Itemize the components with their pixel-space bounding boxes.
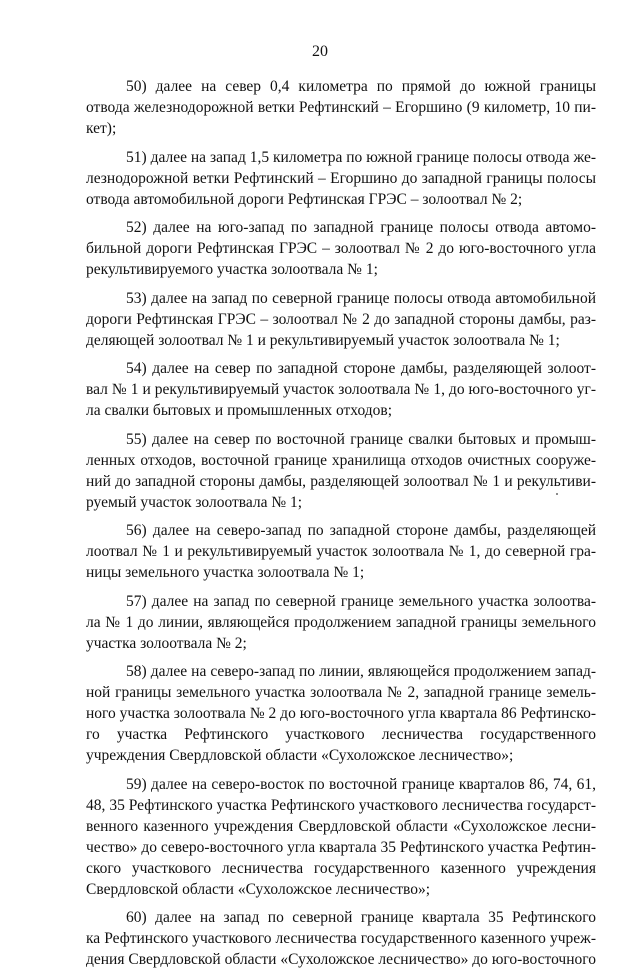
paragraph-line: го участка Рефтинского участкового лесничества государственного: [86, 726, 596, 743]
list-item: [86, 591, 596, 654]
paragraph-line: дороги Рефтинская ГРЭС – золоотвал № 2 до западной стороны дамбы, раз-: [86, 310, 596, 328]
paragraph-line: ла № 1 до линии, являющейся продолжением западной границы земельного: [86, 613, 596, 631]
paragraph-line: участка золоотвала № 2;: [86, 634, 247, 652]
paragraph-line: деляющей золоотвал № 1 и рекультивируемый участок золоотвала № 1;: [86, 331, 560, 349]
paragraph-line: ка Рефтинского участкового лесничества государственного казенного учреж-: [86, 930, 596, 947]
paragraph-line: 54) далее на север по западной стороне дамбы, разделяющей золоот-: [126, 360, 596, 377]
paragraph-line: ницы земельного участка золоотвала № 1;: [86, 564, 365, 581]
paragraph-line: 59) далее на северо-восток по восточной границе кварталов 86, 74, 61,: [126, 775, 596, 793]
paragraph-line: ного участка золоотвала № 2 до юго-восточного угла квартала 86 Рефтинско-: [86, 705, 596, 722]
list-item: [86, 774, 596, 900]
paragraph-line: отвода железнодорожной ветки Рефтинский – Егоршино (9 километр, 10 пи-: [86, 99, 596, 116]
paragraph-line: бильной дороги Рефтинская ГРЭС – золоотвал № 2 до юго-восточного угла: [86, 240, 596, 257]
paragraph-line: 57) далее на запад по северной границе земельного участка золоотва-: [126, 592, 596, 610]
list-item: [86, 661, 596, 766]
paragraph-line: отвода автомобильной дороги Рефтинская ГРЭС – золоотвал № 2;: [86, 190, 523, 208]
paragraph-line: 60) далее на запад по северной границе квартала 35 Рефтинского: [126, 909, 596, 926]
list-item: [86, 429, 596, 513]
paragraph-line: 56) далее на северо-запад по западной стороне дамбы, разделяющей: [126, 522, 596, 539]
list-item: [86, 358, 596, 421]
paragraph-line: лоотвал № 1 и рекультивируемый участок золоотвала № 1, до северной гра-: [86, 543, 596, 560]
paragraph-line: 53) далее на запад по северной границе полосы отвода автомобильной: [126, 289, 596, 307]
paragraph-line: учреждения Свердловской области «Сухоложское лесничество»;: [86, 747, 514, 764]
paragraph-line: ла свалки бытовых и промышленных отходов;: [86, 402, 393, 419]
paragraph-line: чество» до северо-восточного угла квартала 35 Рефтинского участка Рефтин-: [86, 838, 596, 856]
list-item: [86, 217, 596, 280]
list-item: [86, 520, 596, 583]
paragraph-line: 50) далее на север 0,4 километра по прямой до южной границы: [126, 78, 596, 95]
list-item: [86, 288, 596, 351]
paragraph-line: 58) далее на северо-запад по линии, являющейся продолжением запад-: [126, 663, 596, 680]
paragraph-line: 51) далее на запад 1,5 километра по южной границе полосы отвода же-: [126, 148, 596, 166]
paragraph-line: Свердловской области «Сухоложское лесничество»;: [86, 880, 431, 898]
paragraph-line: вал № 1 и рекультивируемый участок золоотвала № 1, до юго-восточного уг-: [86, 381, 596, 398]
paragraph-line: ной границы земельного участка золоотвала № 2, западной границе земель-: [86, 684, 596, 701]
paragraph-line: дения Свердловской области «Сухоложское лесничество» до юго-восточного: [86, 951, 596, 968]
document-body: [86, 76, 596, 978]
page-number: 20: [312, 43, 328, 60]
paragraph-line: 52) далее на юго-запад по западной границе полосы отвода автомо-: [126, 219, 596, 236]
list-item: [86, 907, 596, 970]
list-item: [86, 147, 596, 210]
paragraph-line: ний до западной стороны дамбы, разделяющей золоотвал № 1 и рекультиви-: [86, 472, 596, 490]
paragraph-line: лезнодорожной ветки Рефтинский – Егоршино до западной границы полосы: [86, 169, 596, 187]
list-item: [86, 76, 596, 139]
paragraph-line: венного казенного учреждения Свердловской области «Сухоложское лесни-: [86, 817, 596, 835]
scan-speck: [556, 493, 558, 495]
paragraph-line: 55) далее на север по восточной границе свалки бытовых и промыш-: [126, 430, 596, 448]
paragraph-line: кет);: [86, 120, 117, 137]
paragraph-line: руемый участок золоотвала № 1;: [86, 493, 303, 511]
paragraph-line: 48, 35 Рефтинского участка Рефтинского участкового лесничества государст-: [86, 796, 596, 814]
paragraph-line: ленных отходов, восточной границе хранилища отходов очистных сооруже-: [86, 451, 596, 469]
paragraph-line: рекультивируемого участка золоотвала № 1;: [86, 261, 378, 278]
paragraph-line: ского участкового лесничества государственного казенного учреждения: [86, 859, 596, 877]
